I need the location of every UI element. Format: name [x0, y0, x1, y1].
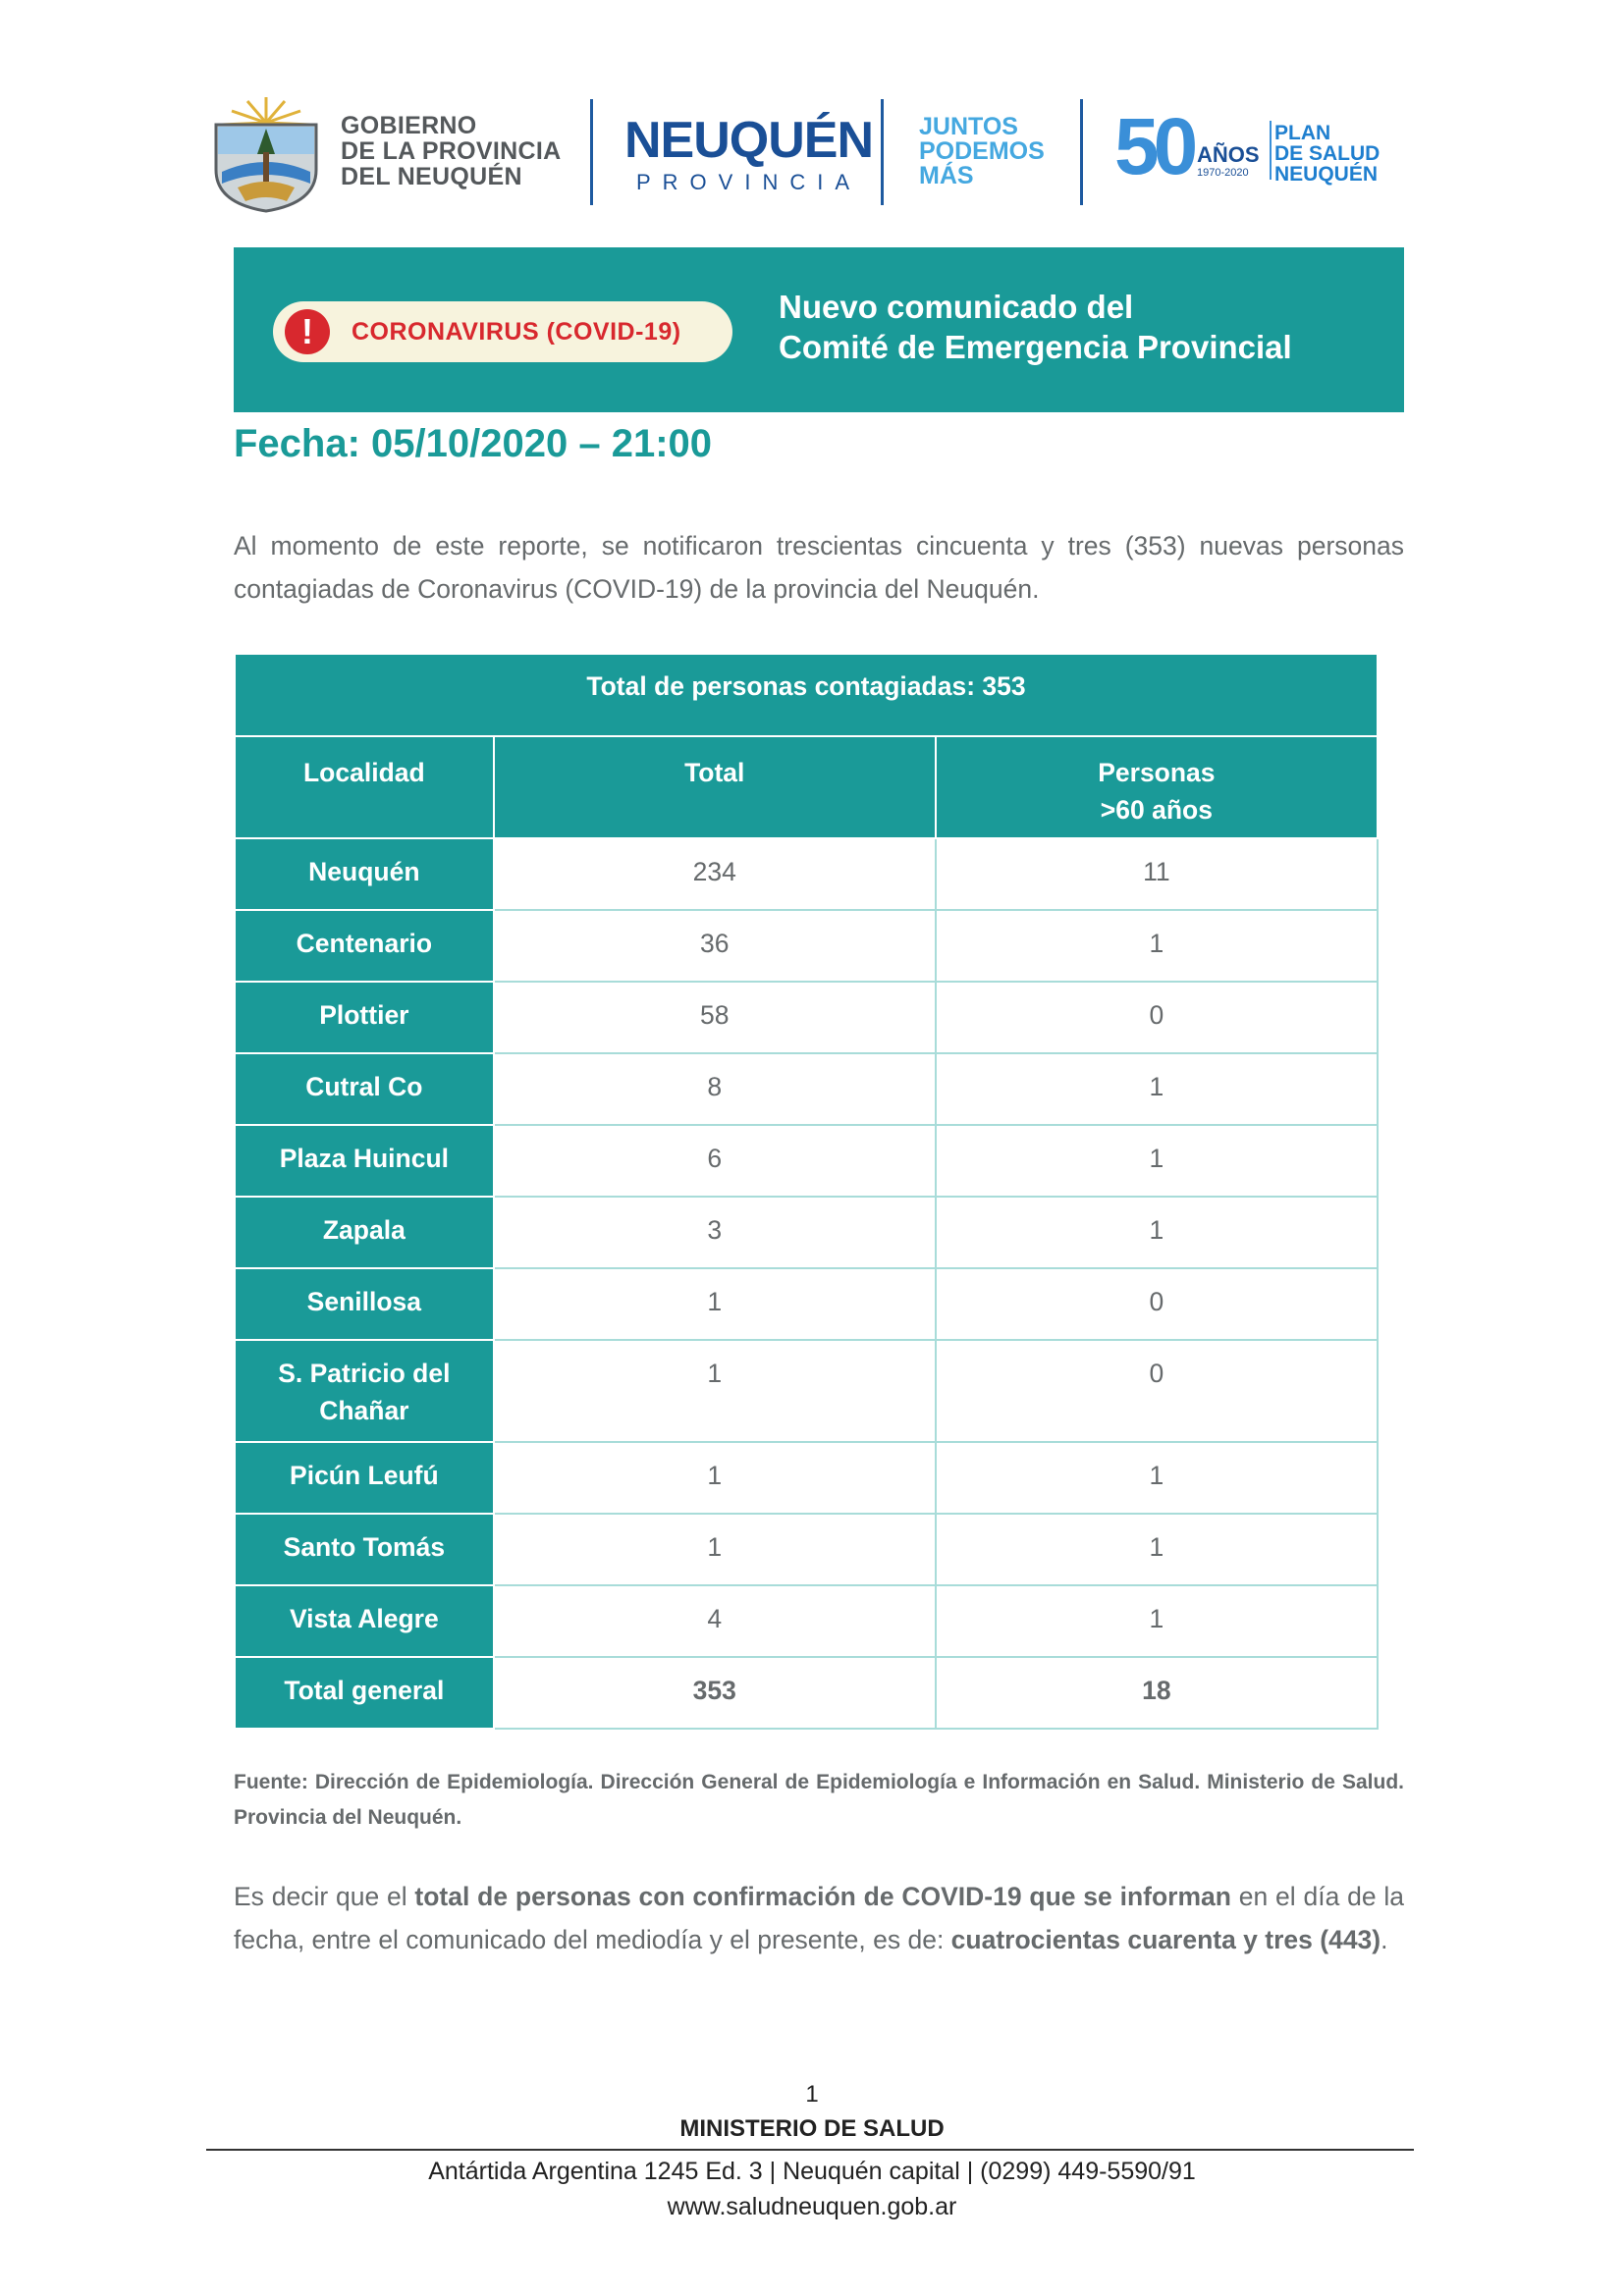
cell-total: 6: [494, 1125, 936, 1197]
slogan-line-1: JUNTOS: [919, 113, 1018, 140]
cell-localidad: Cutral Co: [235, 1053, 494, 1125]
neuquen-brand: [624, 112, 874, 195]
plan-line-2: DE SALUD: [1274, 142, 1380, 165]
slogan-line-3: MÁS: [919, 162, 974, 189]
government-name: [341, 113, 561, 189]
table-row: [235, 1514, 1378, 1585]
table-row: [235, 982, 1378, 1053]
cell-mayores: 0: [936, 982, 1378, 1053]
cell-localidad: S. Patricio del Chañar: [235, 1340, 494, 1442]
cell-mayores: 1: [936, 1585, 1378, 1657]
header-logos: [208, 93, 1386, 216]
report-date: Fecha: 05/10/2020 – 21:00: [234, 422, 713, 465]
cell-localidad: Centenario: [235, 910, 494, 982]
cell-localidad: Total general: [235, 1657, 494, 1729]
cell-localidad: Plottier: [235, 982, 494, 1053]
cell-mayores: 1: [936, 1125, 1378, 1197]
cell-localidad: Plaza Huincul: [235, 1125, 494, 1197]
anniversary-divider: [1270, 121, 1272, 180]
anniversary-caption: [1197, 142, 1260, 182]
cell-localidad: Senillosa: [235, 1268, 494, 1340]
plan-salud: [1274, 123, 1380, 185]
cell-localidad: Zapala: [235, 1197, 494, 1268]
logo-divider: [1080, 99, 1083, 205]
summary-paragraph: [234, 1875, 1404, 1961]
header-mayores: Personas >60 años: [936, 736, 1378, 838]
table-caption: Total de personas contagiadas: 353: [235, 654, 1378, 736]
cell-total: 1: [494, 1442, 936, 1514]
logo-divider: [881, 99, 884, 205]
cell-mayores: 18: [936, 1657, 1378, 1729]
anniversary-number: 50: [1114, 102, 1193, 191]
table-row: [235, 1442, 1378, 1514]
slogan-line-2: PODEMOS: [919, 137, 1045, 165]
covid-banner: [234, 247, 1404, 412]
summary-text: .: [1380, 1925, 1388, 1954]
anniversary-logo: [1114, 102, 1260, 191]
header-total: Total: [494, 736, 936, 838]
table-row: [235, 1268, 1378, 1340]
alert-pill: [273, 301, 732, 362]
summary-bold: total de personas con confirmación de COVID-19 que se informan: [414, 1882, 1231, 1911]
banner-title-line-2: Comité de Emergencia Provincial: [779, 329, 1292, 365]
footer-divider: [206, 2149, 1414, 2151]
table-caption-row: [235, 654, 1378, 736]
slogan: [919, 115, 1045, 188]
plan-line-1: PLAN: [1274, 122, 1331, 144]
cell-total: 1: [494, 1340, 936, 1442]
cell-mayores: 1: [936, 910, 1378, 982]
cell-total: 36: [494, 910, 936, 982]
source-note: Fuente: Dirección de Epidemiología. Dirección General de Epidemiología e Información en Salud. Ministerio de Salud. Provincia del Neuquén.: [234, 1771, 1404, 1829]
table-row: [235, 1053, 1378, 1125]
cell-mayores: 11: [936, 838, 1378, 910]
anniversary-years: 1970-2020: [1197, 167, 1249, 179]
table-row: [235, 1340, 1378, 1442]
logo-divider: [590, 99, 593, 205]
cell-total: 353: [494, 1657, 936, 1729]
brand-main: NEUQUÉN: [624, 112, 874, 169]
table-row: [235, 910, 1378, 982]
cell-mayores: 1: [936, 1442, 1378, 1514]
intro-paragraph: Al momento de este reporte, se notificaron trescientas cincuenta y tres (353) nuevas personas contagiadas de Coronavirus (COVID-19) de la provincia del Neuquén.: [234, 531, 1404, 604]
table-total-row: [235, 1657, 1378, 1729]
cell-localidad: Neuquén: [235, 838, 494, 910]
cell-localidad: Vista Alegre: [235, 1585, 494, 1657]
alert-label: CORONAVIRUS (COVID-19): [352, 318, 681, 346]
table-row: [235, 1197, 1378, 1268]
table-row: [235, 1125, 1378, 1197]
cell-total: 8: [494, 1053, 936, 1125]
cell-mayores: 0: [936, 1340, 1378, 1442]
cell-total: 1: [494, 1268, 936, 1340]
table-row: [235, 1585, 1378, 1657]
table-row: [235, 838, 1378, 910]
cell-localidad: Picún Leufú: [235, 1442, 494, 1514]
plan-line-3: NEUQUÉN: [1274, 163, 1379, 186]
footer-ministry: MINISTERIO DE SALUD: [679, 2115, 945, 2142]
cell-mayores: 1: [936, 1197, 1378, 1268]
cell-total: 234: [494, 838, 936, 910]
cell-mayores: 1: [936, 1053, 1378, 1125]
summary-text: en el día de la fecha, entre el comunicado del mediodía y el presente, es de:: [234, 1882, 1405, 1954]
provincial-crest-icon: [208, 93, 324, 213]
gov-line-2: DE LA PROVINCIA: [341, 137, 562, 165]
banner-title-line-1: Nuevo comunicado del: [779, 289, 1134, 325]
cell-total: 58: [494, 982, 936, 1053]
cell-localidad: Santo Tomás: [235, 1514, 494, 1585]
gov-line-3: DEL NEUQUÉN: [341, 163, 522, 190]
cell-total: 3: [494, 1197, 936, 1268]
cases-table: [234, 653, 1379, 1730]
cell-mayores: 1: [936, 1514, 1378, 1585]
anniversary-word: AÑOS: [1197, 142, 1260, 167]
banner-title: [779, 287, 1292, 367]
page-number: 1: [805, 2081, 819, 2108]
header-localidad: Localidad: [235, 736, 494, 838]
cell-total: 4: [494, 1585, 936, 1657]
cell-total: 1: [494, 1514, 936, 1585]
cell-mayores: 0: [936, 1268, 1378, 1340]
exclamation-icon: !: [285, 309, 330, 354]
gov-line-1: GOBIERNO: [341, 112, 477, 139]
footer-address: Antártida Argentina 1245 Ed. 3 | Neuquén capital | (0299) 449-5590/91: [428, 2158, 1196, 2185]
table-header-row: [235, 736, 1378, 838]
summary-text: Es decir que el: [234, 1882, 415, 1911]
footer-website: www.saludneuquen.gob.ar: [667, 2193, 957, 2220]
brand-sub: PROVINCIA: [636, 170, 862, 194]
summary-total: cuatrocientas cuarenta y tres (443): [950, 1925, 1381, 1954]
